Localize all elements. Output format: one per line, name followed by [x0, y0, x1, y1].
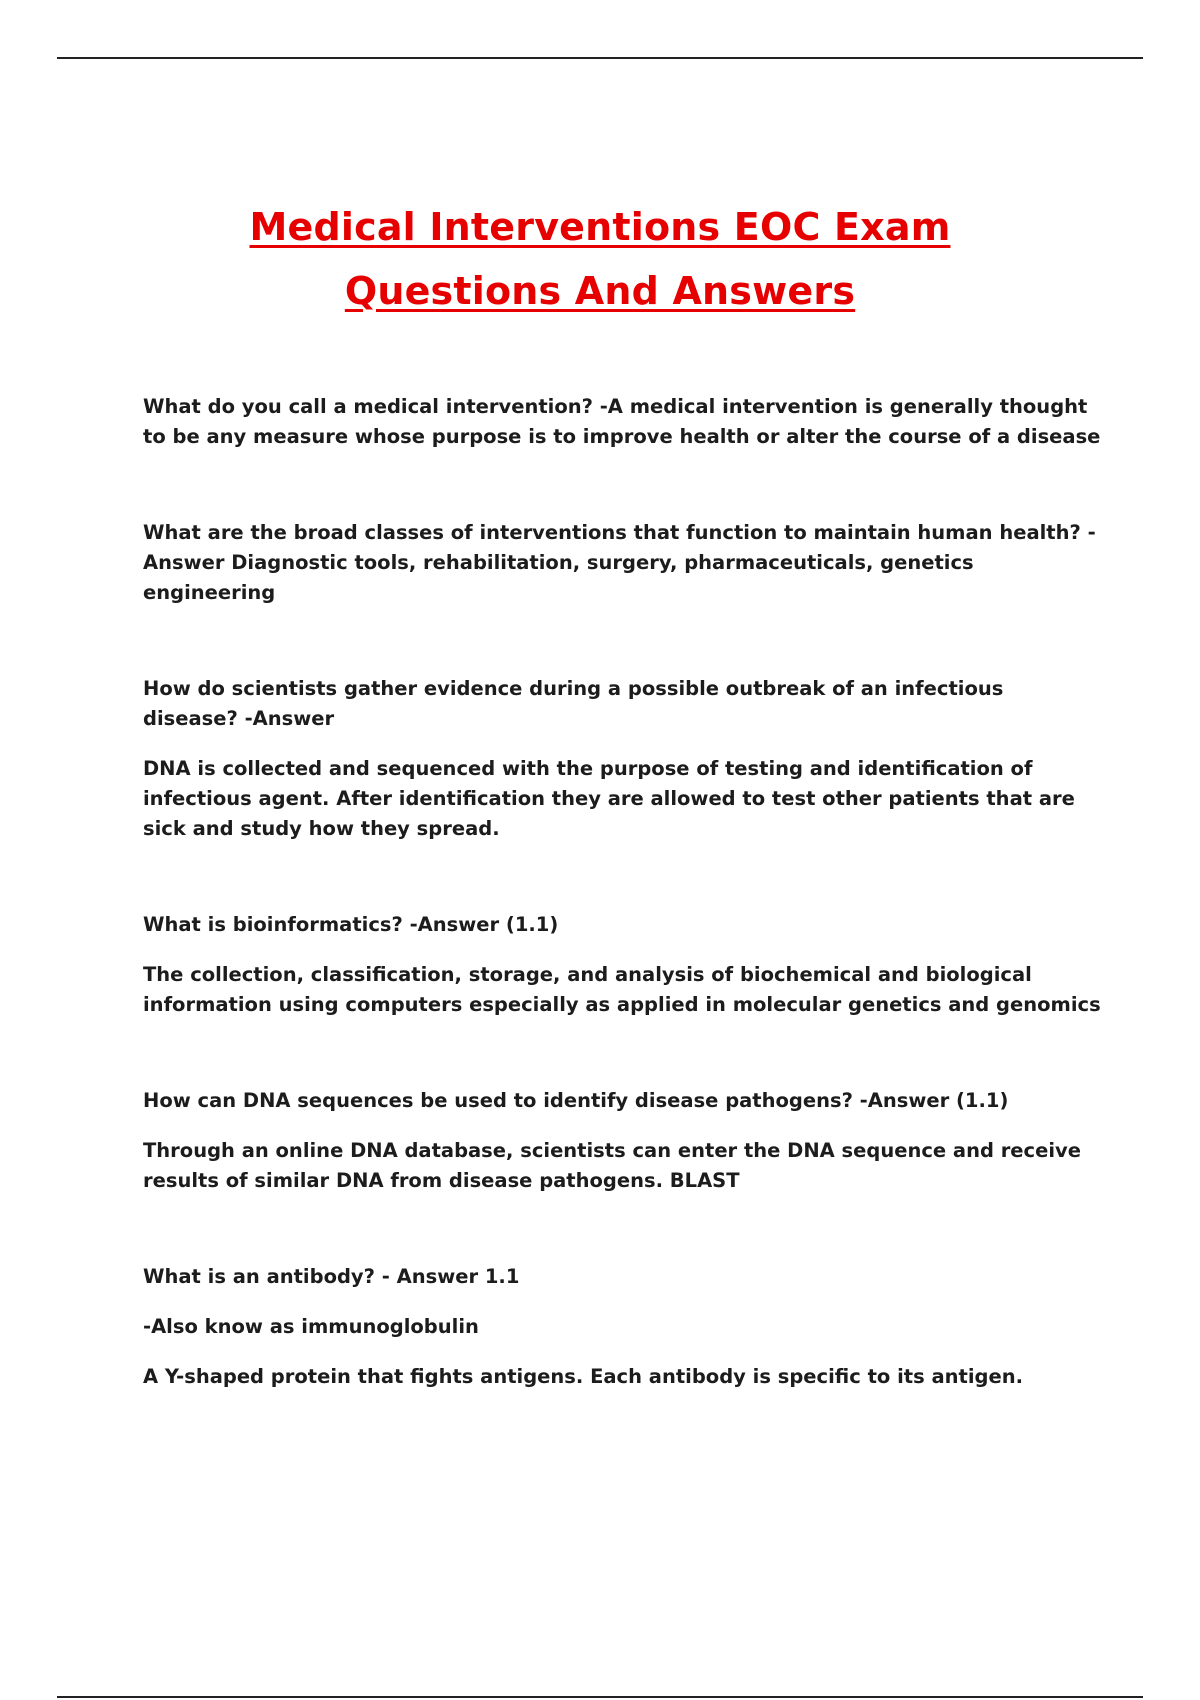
- qa-item: [143, 518, 1103, 608]
- answer-text: DNA is collected and sequenced with the purpose of testing and identification of infectious agent. After identification they are allowed to test other patients that are sick and study how they spread.: [143, 757, 1075, 840]
- question-text: What is an antibody? - Answer 1.1: [143, 1265, 520, 1288]
- document-title: [0, 195, 1200, 323]
- question-text: How can DNA sequences be used to identify disease pathogens? -Answer (1.1): [143, 1089, 1009, 1112]
- qa-item: [143, 910, 1103, 1020]
- qa-content: [143, 392, 1103, 1392]
- qa-item: [143, 1262, 1103, 1392]
- qa-item: [143, 674, 1103, 844]
- title-line-2: Questions And Answers: [344, 269, 856, 313]
- answer-text: A Y-shaped protein that fights antigens. Each antibody is specific to its antigen.: [143, 1365, 1023, 1388]
- title-line-1: Medical Interventions EOC Exam: [249, 205, 951, 249]
- header-rule: [57, 57, 1143, 59]
- answer-note: -Also know as immunoglobulin: [143, 1315, 479, 1338]
- answer-text: The collection, classification, storage, and analysis of biochemical and biological information using computers especially as applied in molecular genetics and genomics: [143, 963, 1101, 1016]
- answer-text: Through an online DNA database, scientists can enter the DNA sequence and receive results of similar DNA from disease pathogens. BLAST: [143, 1139, 1081, 1192]
- question-text: What are the broad classes of interventions that function to maintain human health? -Answer Diagnostic tools, rehabilitation, surgery, pharmaceuticals, genetics engineering: [143, 521, 1096, 604]
- qa-item: [143, 1086, 1103, 1196]
- question-text: What do you call a medical intervention? -A medical intervention is generally thought to be any measure whose purpose is to improve health or alter the course of a disease: [143, 395, 1101, 448]
- footer-rule: [57, 1696, 1143, 1698]
- question-text: How do scientists gather evidence during a possible outbreak of an infectious disease? -Answer: [143, 677, 1004, 730]
- qa-item: [143, 392, 1103, 452]
- question-text: What is bioinformatics? -Answer (1.1): [143, 913, 559, 936]
